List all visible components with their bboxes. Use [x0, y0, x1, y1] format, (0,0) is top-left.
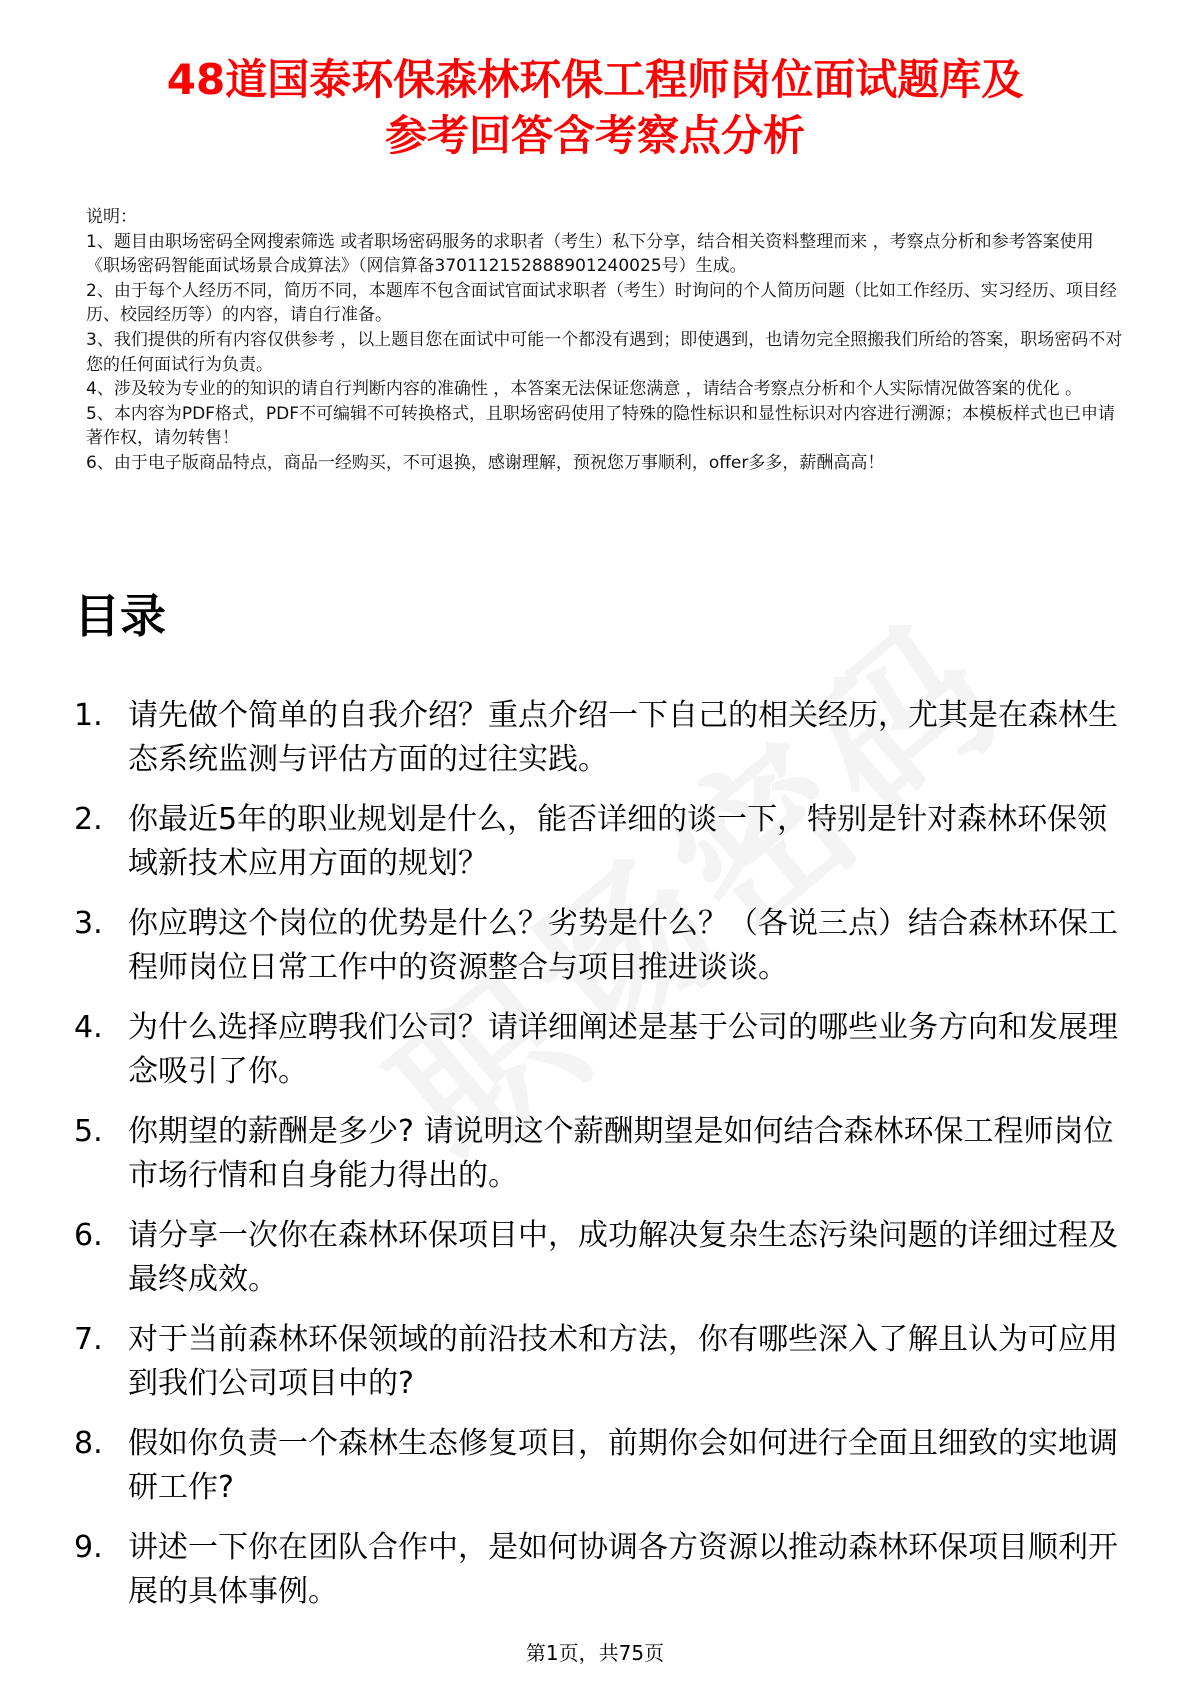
- toc-item[interactable]: [74, 798, 1134, 886]
- note-item-1: 1、题目由职场密码全网搜索筛选 或者职场密码服务的求职者（考生）私下分享，结合相关资料整理而来 ，考察点分析和参考答案使用《职场密码智能面试场景合成算法》（网信算备370112152888901240025号）生成。: [86, 231, 1094, 277]
- note-item-4: 4、涉及较为专业的的知识的请自行判断内容的准确性 ，本答案无法保证您满意 ，请结合考察点分析和个人实际情况做答案的优化 。: [86, 379, 1083, 400]
- toc-item[interactable]: [74, 1006, 1134, 1094]
- toc-item-text: 讲述一下你在团队合作中，是如何协调各方资源以推动森林环保项目顺利开展的具体事例。: [128, 1530, 1118, 1609]
- toc-item-text: 为什么选择应聘我们公司？请详细阐述是基于公司的哪些业务方向和发展理念吸引了你。: [128, 1010, 1118, 1089]
- toc-item-number: 7.: [74, 1322, 103, 1357]
- toc-item[interactable]: [74, 1526, 1134, 1614]
- note-item-3: 3、我们提供的所有内容仅供参考 ，以上题目您在面试中可能一个都没有遇到；即使遇到，也请勿完全照搬我们所给的答案，职场密码不对您的任何面试行为负责。: [86, 329, 1123, 375]
- toc-item[interactable]: [74, 1110, 1134, 1198]
- toc-item[interactable]: [74, 1214, 1134, 1302]
- toc-item[interactable]: [74, 1422, 1134, 1510]
- toc-item-number: 6.: [74, 1218, 103, 1253]
- title-line-2: 参考回答含考察点分析: [384, 111, 805, 160]
- toc-item-number: 4.: [74, 1010, 103, 1045]
- note-item-5: 5、本内容为PDF格式，PDF不可编辑不可转换格式，且职场密码使用了特殊的隐性标识和显性标识对内容进行溯源；本模板样式也已申请著作权，请勿转售！: [86, 403, 1116, 449]
- toc-list: [74, 694, 1134, 1630]
- note-item-2: 2、由于每个人经历不同，简历不同，本题库不包含面试官面试求职者（考生）时询问的个人简历问题（比如工作经历、实习经历、项目经历、校园经历等）的内容，请自行准备。: [86, 280, 1117, 326]
- toc-item-text: 对于当前森林环保领域的前沿技术和方法，你有哪些深入了解且认为可应用到我们公司项目中的?: [128, 1322, 1118, 1401]
- title-line-1: 48道国泰环保森林环保工程师岗位面试题库及: [166, 55, 1024, 104]
- toc-item-text: 假如你负责一个森林生态修复项目，前期你会如何进行全面且细致的实地调研工作?: [128, 1426, 1118, 1505]
- toc-item[interactable]: [74, 1318, 1134, 1406]
- notes-heading: 说明：: [86, 207, 137, 227]
- toc-item[interactable]: [74, 902, 1134, 990]
- toc-item-number: 5.: [74, 1114, 103, 1149]
- toc-item-number: 8.: [74, 1426, 103, 1461]
- toc-item[interactable]: [74, 694, 1134, 782]
- toc-item-number: 3.: [74, 906, 103, 941]
- disclaimer-notes: [86, 205, 1126, 476]
- page-footer: 第1页，共75页: [525, 1641, 665, 1665]
- toc-item-text: 你应聘这个岗位的优势是什么？劣势是什么？（各说三点）结合森林环保工程师岗位日常工作中的资源整合与项目推进谈谈。: [128, 906, 1118, 985]
- toc-item-text: 你期望的薪酬是多少? 请说明这个薪酬期望是如何结合森林环保工程师岗位市场行情和自身能力得出的。: [128, 1114, 1114, 1193]
- toc-item-text: 你最近5年的职业规划是什么，能否详细的谈一下，特别是针对森林环保领域新技术应用方面的规划？: [128, 802, 1108, 881]
- toc-item-text: 请分享一次你在森林环保项目中，成功解决复杂生态污染问题的详细过程及最终成效。: [128, 1218, 1118, 1297]
- document-title: [60, 52, 1130, 164]
- toc-item-text: 请先做个简单的自我介绍？重点介绍一下自己的相关经历，尤其是在森林生态系统监测与评估方面的过往实践。: [128, 698, 1118, 777]
- toc-heading: 目录: [74, 589, 166, 643]
- toc-item-number: 1.: [74, 698, 103, 733]
- note-item-6: 6、由于电子版商品特点，商品一经购买，不可退换，感谢理解，预祝您万事顺利，offer多多，薪酬高高！: [86, 452, 885, 473]
- toc-item-number: 9.: [74, 1530, 103, 1565]
- toc-item-number: 2.: [74, 802, 103, 837]
